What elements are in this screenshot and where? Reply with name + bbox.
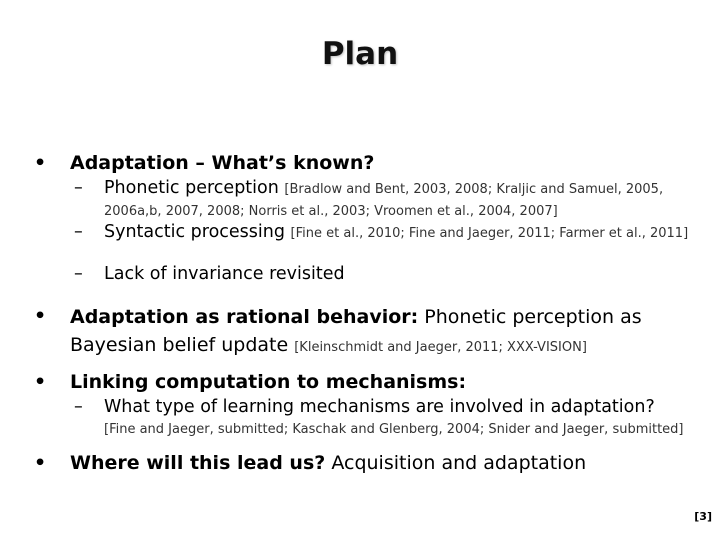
bullet-heading: Adaptation – What’s known?: [70, 152, 375, 174]
sub-item-text: Phonetic perception: [104, 178, 285, 198]
bullet-text: Phonetic perception as Bayesian belief update: [70, 306, 642, 356]
citation: [Kleinschmidt and Jaeger, 2011; XXX-VISION]: [294, 340, 587, 355]
dash-icon: –: [74, 178, 83, 198]
sub-item-text: Lack of invariance revisited: [104, 264, 345, 284]
bullet-icon: •: [34, 152, 47, 174]
sub-item-text: What type of learning mechanisms are involved in adaptation?: [104, 397, 655, 417]
bullet-icon: •: [34, 371, 47, 393]
bullet-text: Acquisition and adaptation: [325, 452, 587, 474]
sub-item-invariance: [74, 264, 704, 285]
dash-icon: –: [74, 397, 83, 417]
bullet-heading: Where will this lead us?: [70, 452, 326, 474]
sub-item-learning-mechanisms: [74, 397, 704, 440]
bullet-icon: •: [34, 452, 47, 474]
slide-title: Plan: [321, 36, 399, 72]
citation: [Fine and Jaeger, submitted; Kaschak and Glenberg, 2004; Snider and Jaeger, submitted]: [104, 422, 684, 437]
sub-item-phonetic: [74, 178, 704, 222]
dash-icon: –: [74, 264, 83, 284]
dash-icon: –: [74, 222, 83, 242]
citation: [Bradlow and Bent, 2003, 2008; Kraljic and Samuel, 2005, 2006a,b, 2007, 2008; Norris et al., 2003; Vroomen et al., 2004, 2007]: [104, 182, 664, 219]
bullet-heading: Adaptation as rational behavior:: [70, 306, 419, 328]
page-number: [3]: [694, 510, 712, 523]
sub-item-syntactic: [74, 222, 704, 244]
bullet-icon: •: [34, 305, 47, 327]
sub-item-text: Syntactic processing: [104, 222, 291, 242]
bullet-heading: Linking computation to mechanisms:: [70, 371, 467, 393]
citation: [Fine et al., 2010; Fine and Jaeger, 2011; Farmer et al., 2011]: [290, 226, 689, 241]
